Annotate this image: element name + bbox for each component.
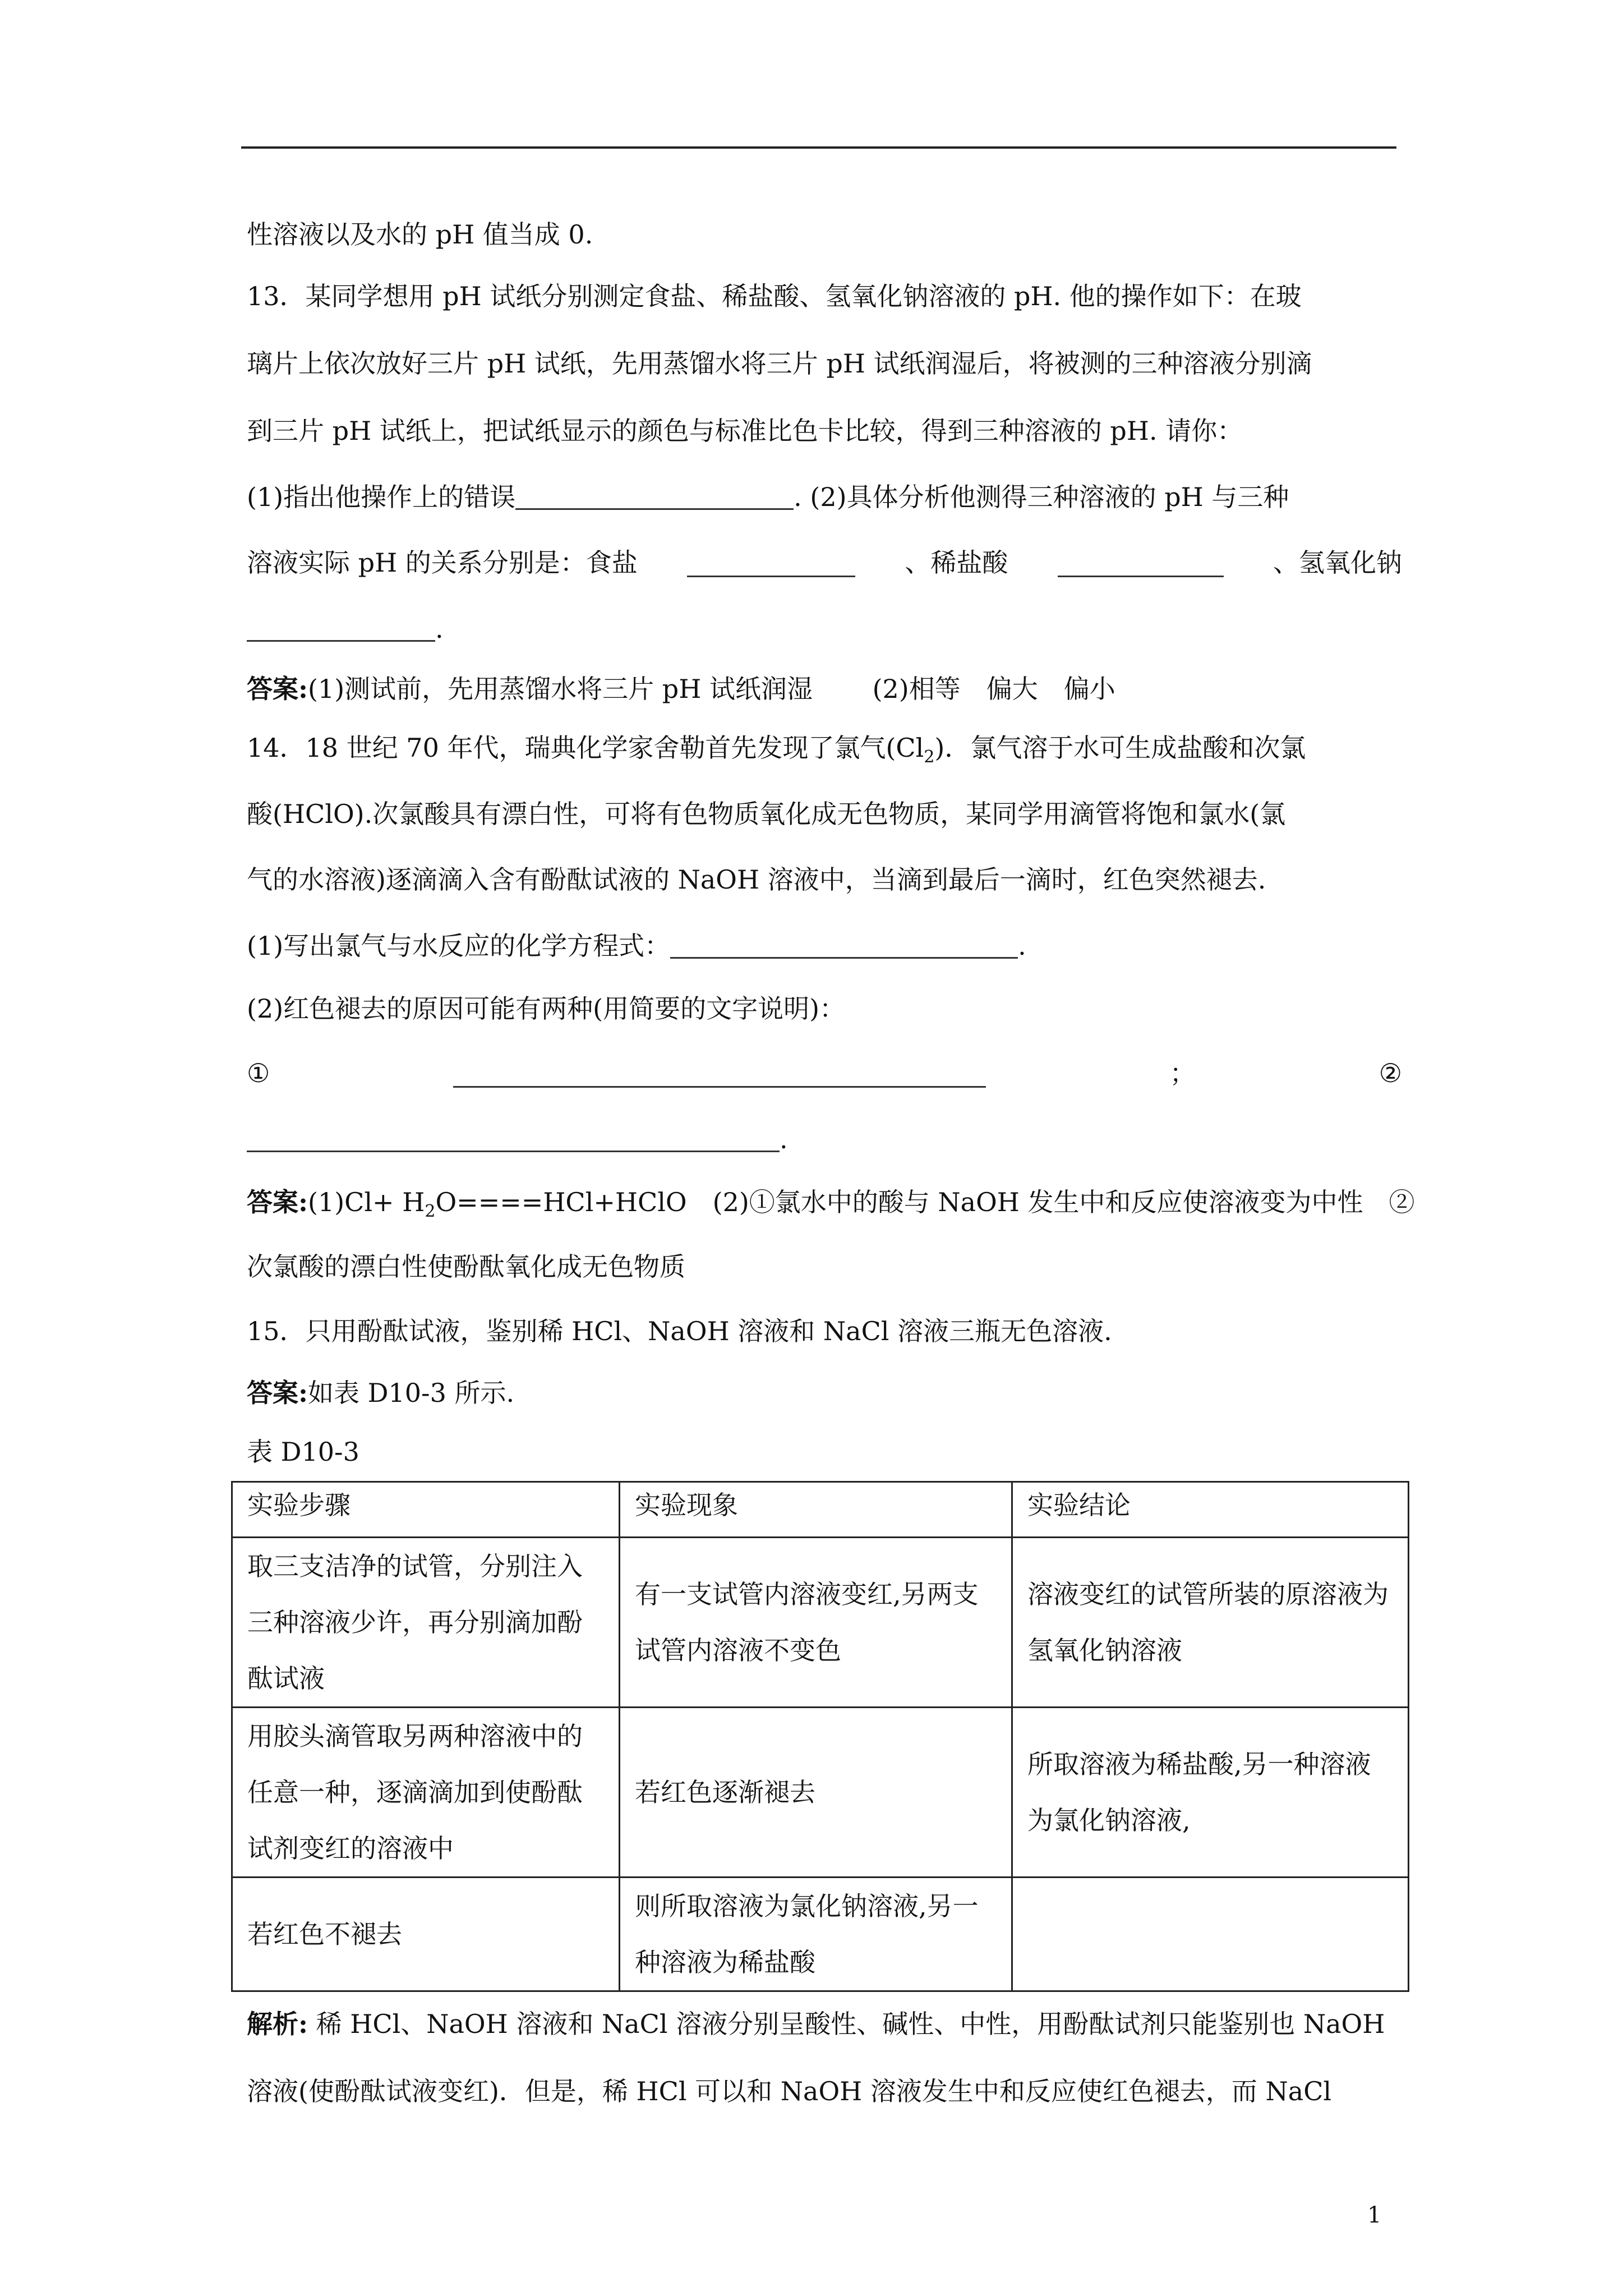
- text-line: 性溶液以及水的 pH 值当成 0.: [247, 219, 593, 250]
- question-14-line: [247, 735, 1306, 766]
- text-span: .: [435, 614, 444, 644]
- header-rule: [241, 146, 1396, 149]
- analysis-line: 溶液(使酚酞试液变红)．但是，稀 HCl 可以和 NaOH 溶液发生中和反应使红色褪去，而 NaCl: [247, 2076, 1332, 2106]
- table-row: [232, 1708, 1409, 1878]
- question-13-line: 璃片上依次放好三片 pH 试纸，先用蒸馏水将三片 pH 试纸润湿后，将被测的三种溶液分别滴: [247, 348, 1312, 379]
- text-span: 、稀盐酸: [905, 547, 1008, 578]
- text-span: (1)写出氯气与水反应的化学方程式：: [247, 931, 671, 961]
- table-cell: 用胶头滴管取另两种溶液中的任意一种，逐滴滴加到使酚酞试剂变红的溶液中: [232, 1708, 620, 1878]
- question-14-line: (2)红色褪去的原因可能有两种(用简要的文字说明)：: [247, 993, 846, 1024]
- answer-label: 答案:: [247, 1187, 308, 1217]
- table-row: [232, 1878, 1409, 1991]
- answer-text: O====HCl+HClO (2)①氯水中的酸与 NaOH 发生中和反应使溶液变为中性 ②: [435, 1187, 1415, 1217]
- table-cell: 若红色不褪去: [232, 1878, 620, 1991]
- question-13-line: 到三片 pH 试纸上，把试纸显示的颜色与标准比色卡比较，得到三种溶液的 pH. 请你：: [247, 416, 1243, 446]
- table-header-cell: 实验现象: [620, 1482, 1012, 1538]
- table-cell: 有一支试管内溶液变红,另两支试管内溶液不变色: [620, 1538, 1012, 1708]
- table-cell: 则所取溶液为氯化钠溶液,另一种溶液为稀盐酸: [620, 1878, 1012, 1991]
- text-span: .: [780, 1124, 788, 1154]
- answer-blank: [453, 1060, 986, 1088]
- table-cell: 溶液变红的试管所装的原溶液为氢氧化钠溶液: [1012, 1538, 1409, 1708]
- table-cell: 所取溶液为稀盐酸,另一种溶液为氯化钠溶液,: [1012, 1708, 1409, 1878]
- table-cell: 若红色逐渐褪去: [620, 1708, 1012, 1878]
- answer-blank: [247, 614, 435, 642]
- question-13-line: 13．某同学想用 pH 试纸分别测定食盐、稀盐酸、氢氧化钠溶液的 pH. 他的操作如下：在玻: [247, 281, 1302, 311]
- question-13-line: [247, 482, 1289, 510]
- answer-text: (1)测试前，先用蒸馏水将三片 pH 试纸润湿 (2)相等 偏大 偏小: [307, 674, 1115, 704]
- question-14-line: [247, 1060, 1402, 1088]
- answer-14: 次氯酸的漂白性使酚酞氧化成无色物质: [247, 1251, 685, 1282]
- table-header-cell: 实验结论: [1012, 1482, 1409, 1538]
- page-number: 1: [1367, 2202, 1382, 2228]
- text-span: . (2)具体分析他测得三种溶液的 pH 与三种: [794, 482, 1289, 512]
- text-span: )．氯气溶于水可生成盐酸和次氯: [934, 733, 1306, 763]
- question-14-line: 气的水溶液)逐滴滴入含有酚酞试液的 NaOH 溶液中，当滴到最后一滴时，红色突然褪去.: [247, 864, 1266, 895]
- table-row: [232, 1538, 1409, 1708]
- answer-blank: [247, 1125, 780, 1152]
- answer-blank: [515, 482, 794, 510]
- text-span: 、氢氧化钠: [1273, 547, 1402, 578]
- table-header-row: [232, 1482, 1409, 1538]
- answer-blank: [1058, 550, 1224, 577]
- answer-text: (1)Cl+ H: [307, 1187, 425, 1217]
- question-15-line: 15．只用酚酞试液，鉴别稀 HCl、NaOH 溶液和 NaCl 溶液三瓶无色溶液.: [247, 1316, 1112, 1346]
- text-span: .: [1018, 931, 1026, 961]
- text-span: 溶液实际 pH 的关系分别是：食盐: [247, 547, 638, 578]
- subscript: 2: [924, 747, 935, 767]
- table-caption: 表 D10-3: [247, 1437, 359, 1467]
- answer-13: [247, 676, 1115, 702]
- analysis-label: 解析:: [247, 2009, 308, 2039]
- answer-14: [247, 1189, 1415, 1220]
- text-span: 14．18 世纪 70 年代，瑞典化学家舍勒首先发现了氯气(Cl: [247, 733, 924, 763]
- question-14-line: [247, 931, 1026, 959]
- experiment-table: [231, 1481, 1409, 1992]
- question-14-line: 酸(HClO).次氯酸具有漂白性，可将有色物质氧化成无色物质，某同学用滴管将饱和氯水(氯: [247, 799, 1286, 829]
- answer-15: [247, 1380, 514, 1406]
- question-13-line: [247, 614, 444, 642]
- text-span: ；: [1169, 1058, 1196, 1088]
- table-cell: [1012, 1878, 1409, 1991]
- text-span: ①: [247, 1058, 270, 1088]
- question-13-line: [247, 547, 1402, 578]
- answer-text: 如表 D10-3 所示.: [307, 1378, 515, 1408]
- subscript: 2: [425, 1202, 436, 1221]
- answer-blank: [687, 550, 855, 577]
- answer-label: 答案:: [247, 1378, 308, 1408]
- text-span: ②: [1378, 1058, 1402, 1088]
- table-header-cell: 实验步骤: [232, 1482, 620, 1538]
- analysis-line: [247, 2011, 1385, 2037]
- answer-label: 答案:: [247, 674, 308, 704]
- question-14-line: [247, 1125, 788, 1152]
- answer-blank: [670, 931, 1018, 959]
- text-span: (1)指出他操作上的错误: [247, 482, 516, 512]
- analysis-text: 稀 HCl、NaOH 溶液和 NaCl 溶液分别呈酸性、碱性、中性，用酚酞试剂只能鉴别也 NaOH: [307, 2009, 1385, 2039]
- table-cell: 取三支洁净的试管，分别注入三种溶液少许，再分别滴加酚酞试液: [232, 1538, 620, 1708]
